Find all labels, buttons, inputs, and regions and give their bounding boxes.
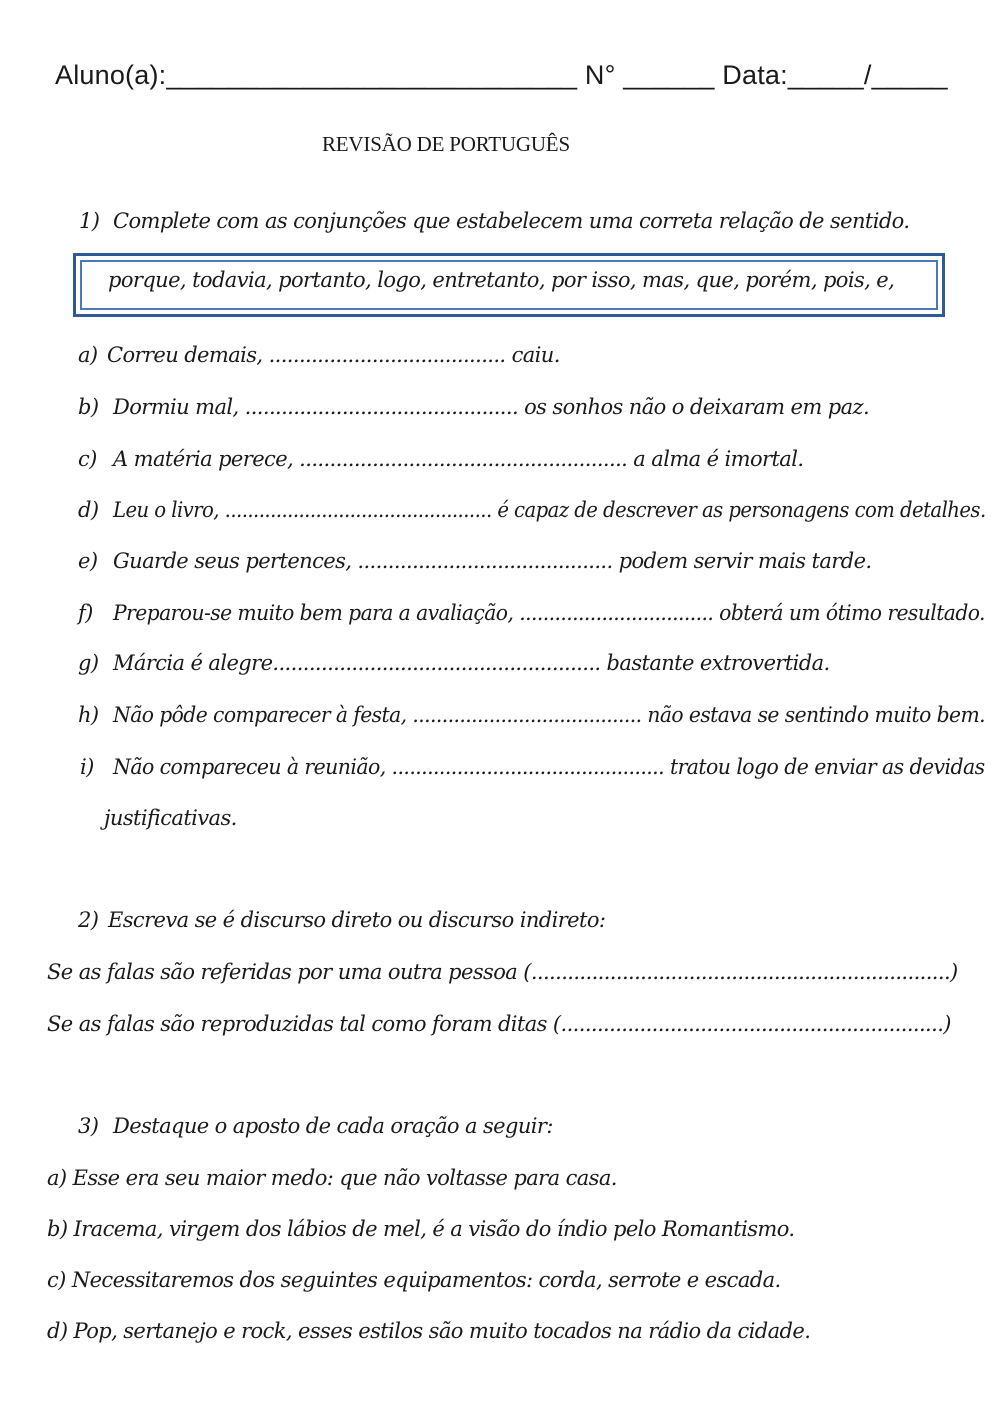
- item-g-letter: g): [78, 651, 99, 675]
- item-b-letter: b): [78, 395, 99, 419]
- question-3-number: 3): [78, 1114, 99, 1138]
- student-info-header: Aluno(a):___________________________ N° ______ Data:_____/_____: [55, 60, 948, 90]
- page-title: REVISÃO DE PORTUGUÊS: [322, 132, 570, 156]
- question-2-number: 2): [78, 908, 99, 932]
- question-2-instruction: Escreva se é discurso direto ou discurso indireto:: [108, 908, 606, 932]
- item-d-text: Leu o livro, ............................................... é capaz de descrever as personagens com detalhes.: [113, 498, 986, 522]
- item-i-continuation: justificativas.: [104, 806, 237, 830]
- item-i-text: Não compareceu à reunião, .............................................. tratou logo de enviar as devidas: [113, 755, 985, 779]
- question-1-number: 1): [79, 209, 100, 233]
- question-3-instruction: Destaque o aposto de cada oração a seguir:: [113, 1114, 553, 1138]
- item-i-letter: i): [80, 755, 94, 779]
- apposition-item-c: c) Necessitaremos dos seguintes equipamentos: corda, serrote e escada.: [47, 1268, 781, 1292]
- apposition-item-b: b) Iracema, virgem dos lábios de mel, é a visão do índio pelo Romantismo.: [47, 1217, 795, 1241]
- discourse-line-indirect: Se as falas são referidas por uma outra pessoa (.....................................................................): [47, 960, 958, 984]
- item-h-letter: h): [78, 703, 99, 727]
- item-g-text: Márcia é alegre...................................................... bastante extrovertida.: [113, 651, 830, 675]
- item-e-letter: e): [78, 549, 98, 573]
- item-a-letter: a): [78, 343, 98, 367]
- apposition-item-a: a) Esse era seu maior medo: que não voltasse para casa.: [47, 1166, 617, 1190]
- question-1-instruction: Complete com as conjunções que estabelecem uma correta relação de sentido.: [113, 209, 910, 233]
- item-h-text: Não pôde comparecer à festa, ....................................... não estava se sentindo muito bem.: [113, 703, 986, 727]
- item-c-letter: c): [78, 447, 97, 471]
- item-f-letter: f): [78, 601, 93, 625]
- word-bank-text: porque, todavia, portanto, logo, entretanto, por isso, mas, que, porém, pois, e,: [108, 268, 895, 292]
- item-a-text: Correu demais, ....................................... caiu.: [107, 343, 560, 367]
- apposition-item-d: d) Pop, sertanejo e rock, esses estilos são muito tocados na rádio da cidade.: [47, 1319, 811, 1343]
- item-e-text: Guarde seus pertences, .......................................... podem servir mais tarde.: [113, 549, 872, 573]
- item-b-text: Dormiu mal, ............................................. os sonhos não o deixaram em paz.: [113, 395, 870, 419]
- item-f-text: Preparou-se muito bem para a avaliação, ................................. obterá um ótimo resultado.: [113, 601, 985, 625]
- discourse-line-direct: Se as falas são reproduzidas tal como foram ditas (...............................................................): [47, 1012, 951, 1036]
- item-c-text: A matéria perece, ...................................................... a alma é imortal.: [113, 447, 804, 471]
- item-d-letter: d): [78, 498, 99, 522]
